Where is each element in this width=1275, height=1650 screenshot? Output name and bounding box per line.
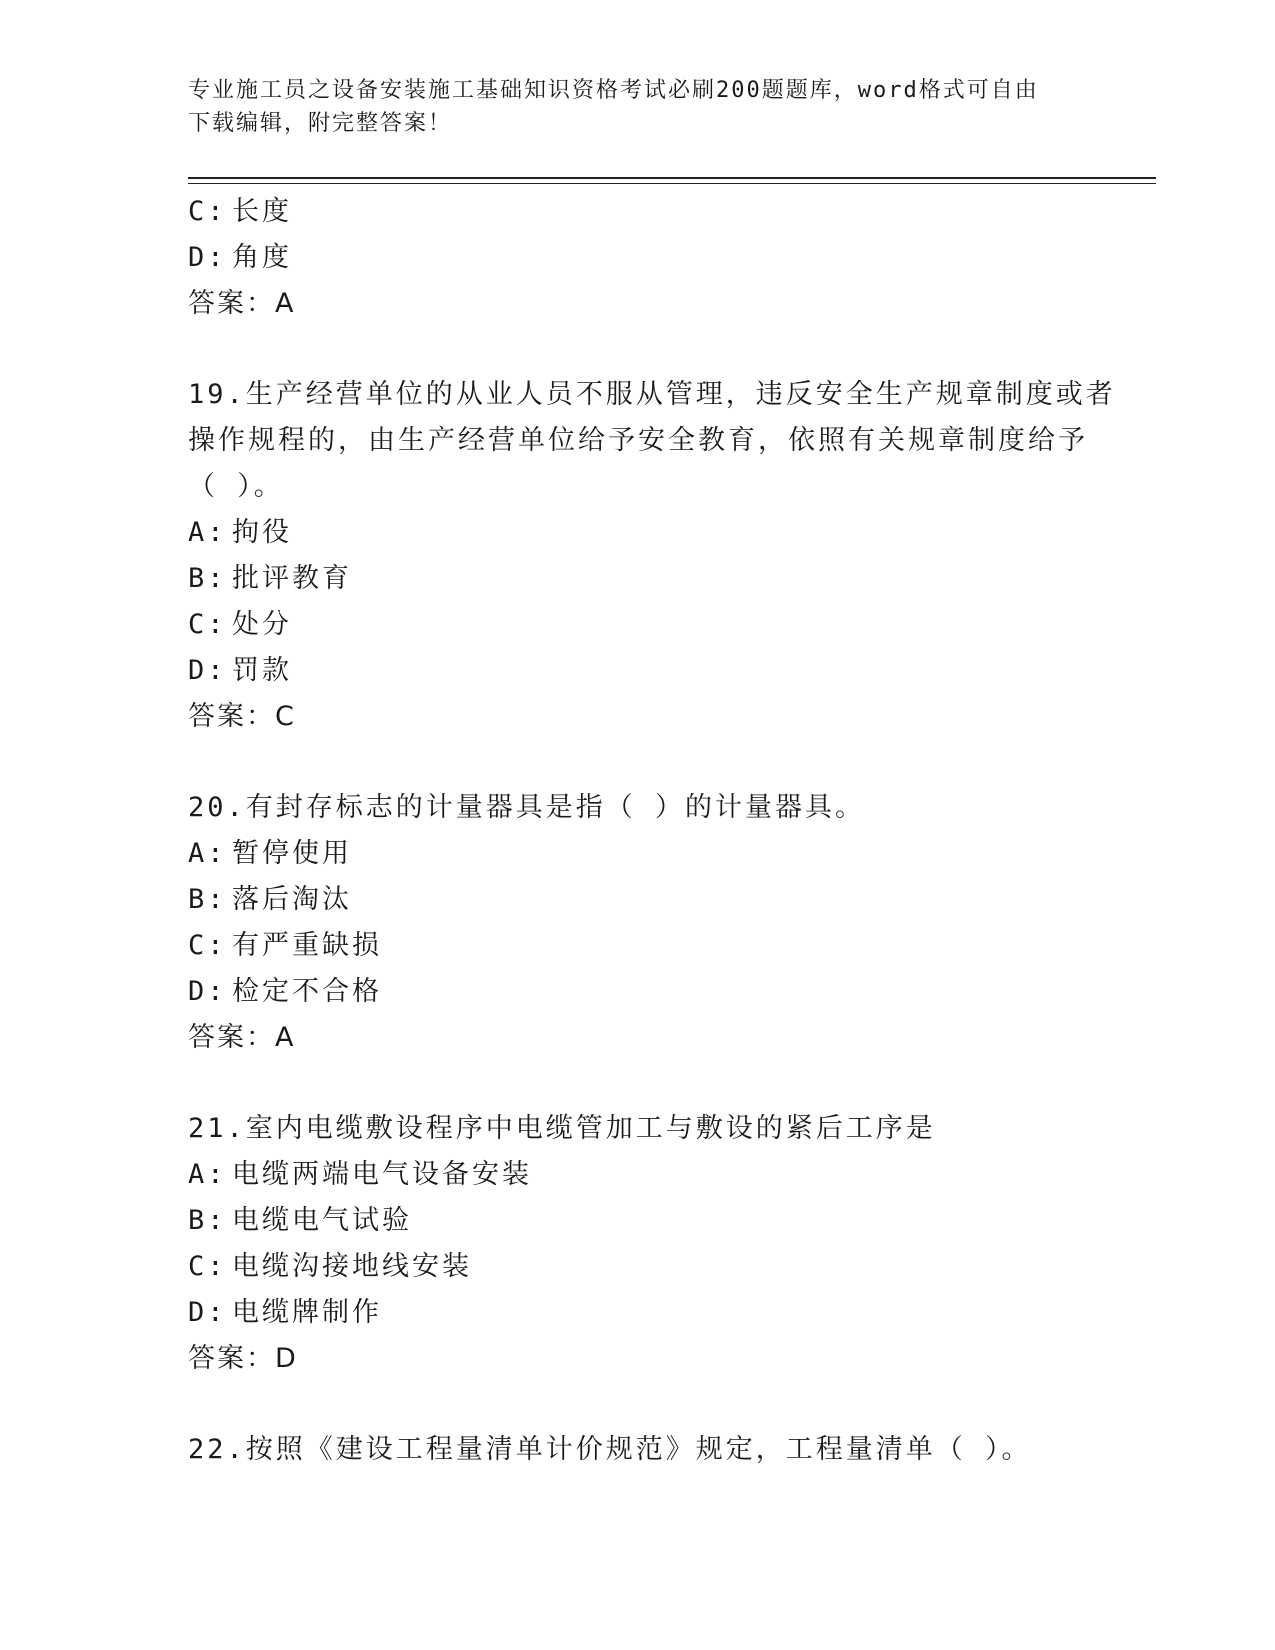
option-letter: B: — [188, 563, 227, 594]
option-a — [188, 510, 1088, 556]
option-d — [188, 1290, 1088, 1336]
spacer — [188, 740, 1088, 785]
spacer — [188, 1061, 1088, 1106]
option-text: 批评教育 — [232, 563, 352, 594]
option-text: 拘役 — [232, 517, 292, 548]
option-c — [188, 923, 1088, 969]
option-letter: C: — [188, 609, 227, 640]
answer-line: 答案：A — [188, 1022, 296, 1053]
option-text: 电缆两端电气设备安装 — [232, 1159, 532, 1190]
header-divider — [188, 177, 1156, 184]
question-20 — [188, 785, 1088, 1061]
question-18-tail — [188, 189, 1088, 327]
question-stem-line: 20.有封存标志的计量器具是指（ ）的计量器具。 — [188, 792, 866, 823]
option-text: 罚款 — [232, 655, 292, 686]
option-text: 电缆牌制作 — [232, 1297, 382, 1328]
question-stem-line: 21.室内电缆敷设程序中电缆管加工与敷设的紧后工序是 — [188, 1113, 936, 1144]
question-22 — [188, 1427, 1088, 1473]
option-letter: D: — [188, 655, 227, 686]
option-text: 检定不合格 — [232, 976, 382, 1007]
spacer — [188, 327, 1088, 372]
option-c — [188, 1244, 1088, 1290]
option-text: 暂停使用 — [232, 838, 352, 869]
option-text: 长度 — [232, 196, 292, 227]
option-text: 电缆沟接地线安装 — [232, 1251, 472, 1282]
answer-line: 答案：A — [188, 288, 296, 319]
option-a — [188, 831, 1088, 877]
question-19 — [188, 372, 1116, 740]
document-header — [188, 74, 1068, 140]
option-c — [188, 602, 1088, 648]
answer-line: 答案：D — [188, 1343, 298, 1374]
option-letter: B: — [188, 1205, 227, 1236]
answer-line: 答案：C — [188, 701, 296, 732]
question-stem-line: （ ）。 — [188, 471, 284, 502]
spacer — [188, 1382, 1088, 1427]
question-content — [188, 189, 1116, 1473]
option-letter: C: — [188, 930, 227, 961]
option-text: 有严重缺损 — [232, 930, 382, 961]
option-d — [188, 648, 1088, 694]
option-text: 落后淘汰 — [232, 884, 352, 915]
option-letter: D: — [188, 242, 227, 273]
question-stem-line: 19.生产经营单位的从业人员不服从管理，违反安全生产规章制度或者 — [188, 379, 1116, 410]
option-d — [188, 235, 1088, 281]
option-text: 处分 — [232, 609, 292, 640]
option-letter: C: — [188, 1251, 227, 1282]
option-d — [188, 969, 1088, 1015]
question-stem-line: 22.按照《建设工程量清单计价规范》规定，工程量清单（ ）。 — [188, 1434, 1032, 1465]
option-letter: C: — [188, 196, 227, 227]
option-b — [188, 1198, 1088, 1244]
question-21 — [188, 1106, 1088, 1382]
option-letter: A: — [188, 838, 227, 869]
question-stem-line: 操作规程的，由生产经营单位给予安全教育，依照有关规章制度给予 — [188, 425, 1088, 456]
option-text: 电缆电气试验 — [232, 1205, 412, 1236]
option-letter: D: — [188, 1297, 227, 1328]
header-line-1: 专业施工员之设备安装施工基础知识资格考试必刷200题题库，word格式可自由 — [188, 78, 1039, 103]
option-letter: D: — [188, 976, 227, 1007]
option-b — [188, 877, 1088, 923]
header-line-2: 下载编辑，附完整答案！ — [188, 111, 453, 136]
option-c — [188, 189, 1088, 235]
option-letter: B: — [188, 884, 227, 915]
option-a — [188, 1152, 1088, 1198]
option-text: 角度 — [232, 242, 292, 273]
option-letter: A: — [188, 1159, 227, 1190]
option-letter: A: — [188, 517, 227, 548]
option-b — [188, 556, 1088, 602]
